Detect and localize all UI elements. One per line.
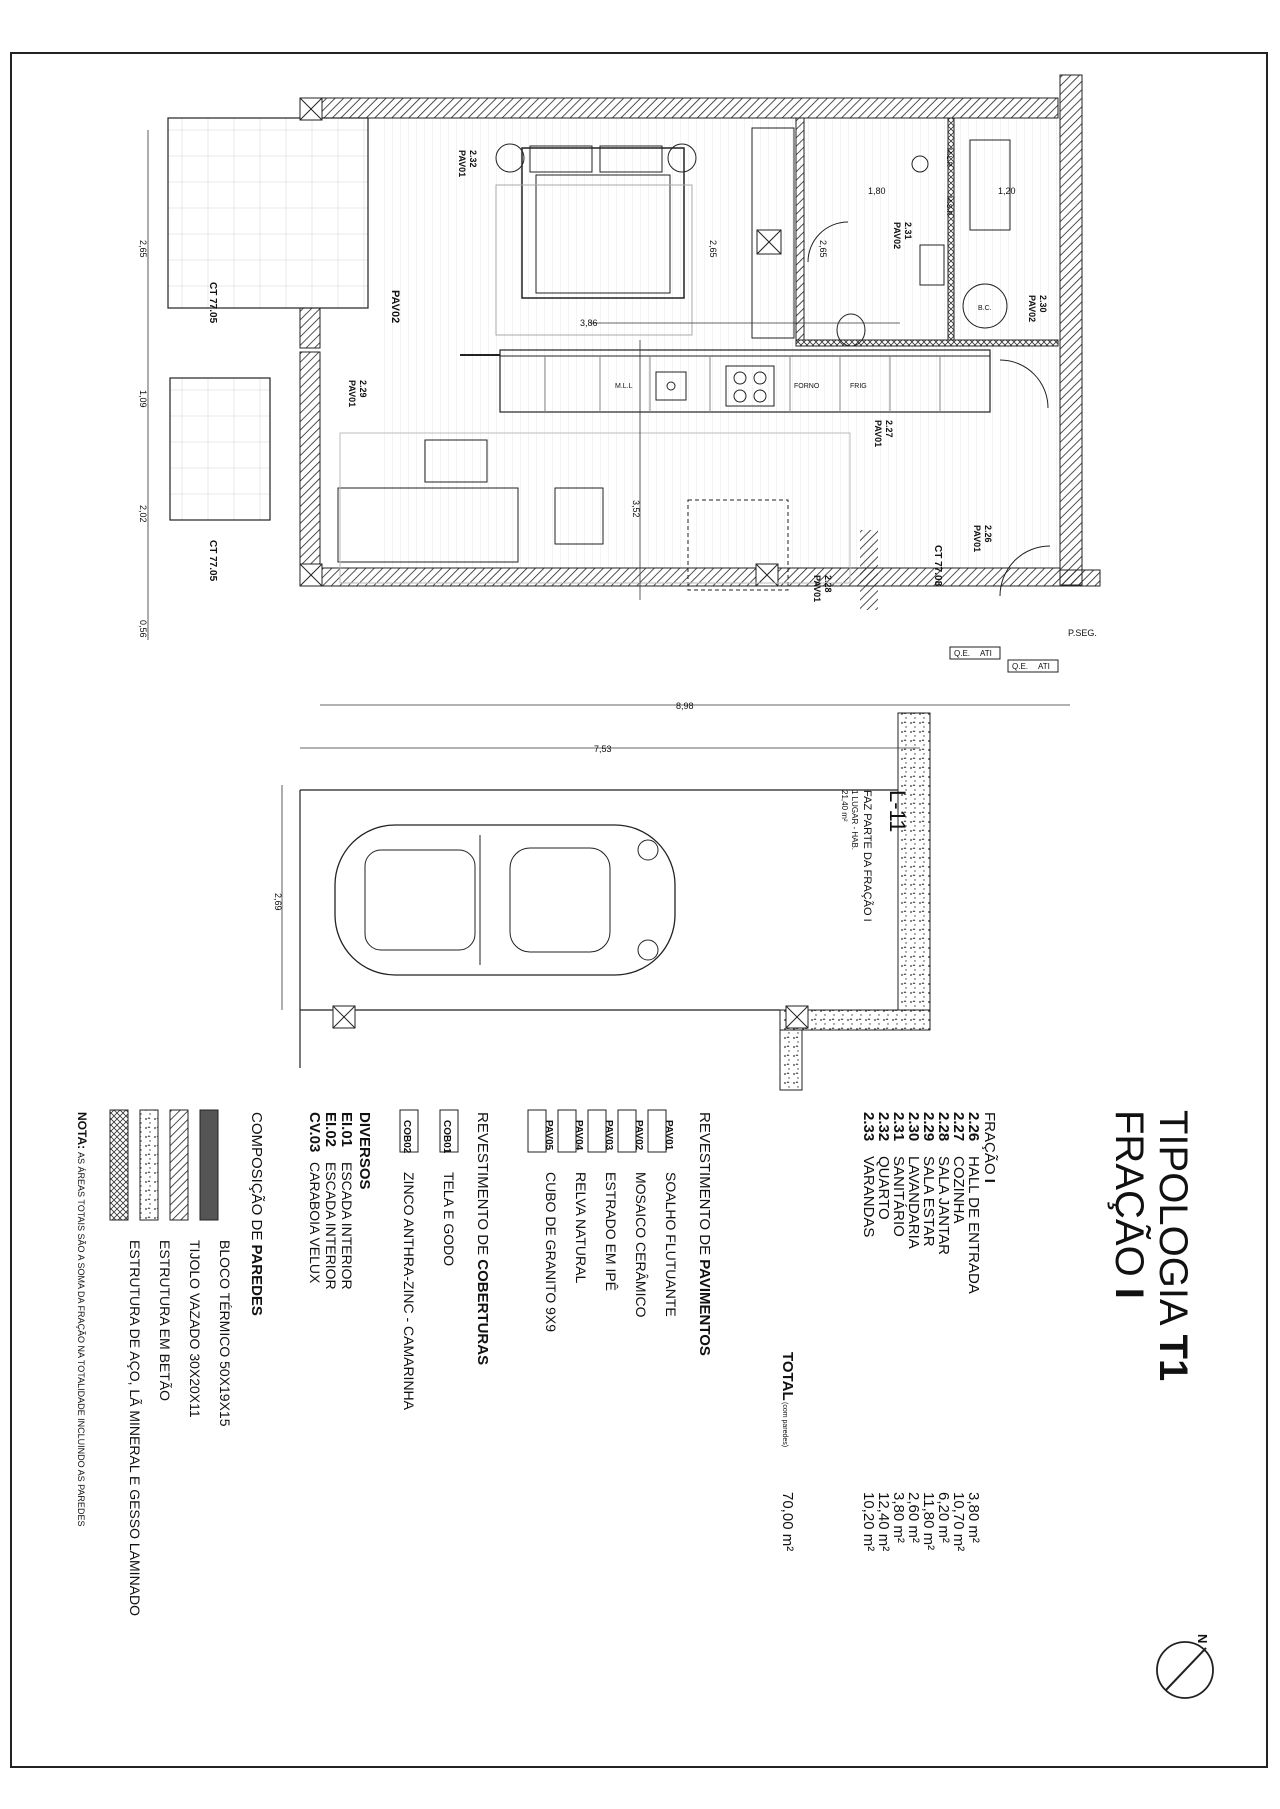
title-line2-bold: I (1107, 1287, 1151, 1299)
cob-heading-bold: COBERTURAS (474, 1259, 491, 1366)
cob-name: TELA E GODO (441, 1172, 457, 1267)
cob-code: COB01 (441, 1120, 452, 1154)
room-name: LAVANDARIA (905, 1156, 922, 1249)
room-area: 2,60 m² (905, 1492, 922, 1543)
wall-left (300, 352, 320, 567)
pav-code: PAV05 (543, 1120, 554, 1151)
cob-name: ZINCO ANTHRA-ZINC - CAMARINHA (401, 1172, 417, 1410)
swatch-tijolo (170, 1110, 188, 1220)
svg-text:FRAÇÃO I (981, 1112, 998, 1183)
diversos-heading: DIVERSOS (356, 1112, 373, 1190)
swatch-bloco-termico (200, 1110, 218, 1220)
floor-plan (168, 75, 1100, 610)
shoe-rack (860, 530, 878, 610)
dim-label: 2,65 (708, 240, 718, 258)
pavimentos-legend (543, 1112, 713, 1356)
room-name: HALL DE ENTRADA (965, 1156, 982, 1294)
title-line1-bold: T1 (1151, 1334, 1195, 1382)
room-code: 2.33 (860, 1112, 877, 1142)
fraction-label-prefix: FRAÇÃO (981, 1112, 998, 1179)
parking-space (300, 713, 930, 1090)
title-line2-prefix: FRAÇÃO (1107, 1110, 1151, 1288)
room-area: 3,80 m² (965, 1492, 982, 1543)
parking-line3: 21,40 m² (840, 790, 849, 822)
room-tag-code: 2.27 (884, 420, 894, 438)
room-tag-code: 2.32 (468, 150, 478, 168)
north-arrow (1157, 1642, 1213, 1698)
parking-wall (898, 713, 930, 1010)
room-area: 12,40 m² (875, 1492, 892, 1552)
dim-label: 1,80 (868, 186, 886, 196)
div-code: EI.01 (338, 1112, 355, 1148)
dim-label: 7,53 (594, 744, 612, 754)
par-name: ESTRUTURA EM BETÃO (157, 1240, 173, 1402)
diversos-legend (306, 1112, 373, 1290)
dim-label: 3,52 (631, 500, 641, 518)
electrical-labels (950, 628, 1097, 672)
par-heading-bold: PAREDES (248, 1244, 265, 1316)
wall-legend-swatches (110, 1110, 218, 1220)
room-tag-pav: PAV01 (812, 575, 822, 603)
title-block (1107, 1110, 1195, 1381)
parking-wall (780, 1030, 802, 1090)
room-tag-pav: PAV01 (873, 420, 883, 448)
pav-heading-prefix: REVESTIMENTO DE (696, 1112, 713, 1260)
room-code: 2.29 (920, 1112, 937, 1142)
swatch-betao (140, 1110, 158, 1220)
wall-right (1060, 75, 1082, 585)
room-code: 2.28 (935, 1112, 952, 1142)
fraction-label-bold: I (981, 1178, 998, 1183)
pav-code: PAV04 (573, 1120, 584, 1151)
balcony-top (168, 118, 368, 308)
room-tag-pav: PAV01 (457, 150, 467, 178)
parking-code: L-11 (885, 790, 910, 833)
dim-label: 3,86 (580, 318, 598, 328)
room-tag-pav: PAV02 (1027, 295, 1037, 323)
room-name: VARANDAS (860, 1156, 877, 1238)
ct-level: CT 77.05 (207, 282, 218, 324)
room-name: SALA ESTAR (920, 1156, 937, 1247)
room-code: 2.30 (905, 1112, 922, 1142)
pav-name: CUBO DE GRANITO 9X9 (543, 1172, 559, 1333)
room-name: COZINHA (950, 1156, 967, 1224)
coberturas-legend (401, 1112, 491, 1411)
room-area: 10,70 m² (950, 1492, 967, 1552)
appliance-label: M.L.L (615, 383, 633, 390)
dim-label: 2,02 (138, 505, 148, 523)
appliance-label: FRIG (850, 383, 867, 390)
pav-name: MOSAICO CERÂMICO (633, 1172, 649, 1318)
wall-left-upper (300, 308, 320, 348)
room-tag-code: 2.31 (903, 222, 913, 240)
svg-text:REVESTIMENTO DE PAVIMENTOS (696, 1112, 713, 1356)
dim-label: 0,56 (138, 620, 148, 638)
room-name: QUARTO (875, 1156, 892, 1220)
dim-label: 1,09 (138, 390, 148, 408)
room-name: SANITÁRIO (890, 1156, 907, 1237)
div-code: CV.03 (306, 1112, 323, 1153)
dim-label: 2,65 (138, 240, 148, 258)
svg-text:REVESTIMENTO DE COBERTURAS (474, 1112, 491, 1365)
cob-code: COB02 (401, 1120, 412, 1154)
pav-name: RELVA NATURAL (573, 1172, 589, 1284)
par-name: TIJOLO VAZADO 30X20X11 (187, 1240, 203, 1418)
ct-level: CT 77.05 (207, 540, 218, 582)
code-boxes (400, 1110, 666, 1152)
wall-bottom-right (1060, 570, 1100, 586)
parking-line1: FAZ PARTE DA FRAÇÃO I (861, 790, 873, 922)
pav-name: ESTRADO EM IPÊ (603, 1172, 619, 1292)
qe-label: Q.E. (954, 649, 971, 658)
pav-heading-bold: PAVIMENTOS (696, 1259, 713, 1356)
dim-label: 2,69 (273, 893, 283, 911)
div-code: EI.02 (322, 1112, 339, 1148)
dim-label: 2,65 (818, 240, 828, 258)
pav-name: SOALHO FLUTUANTE (663, 1172, 679, 1317)
svg-text:TIPOLOGIA T1 (1151, 1110, 1195, 1381)
partition-wall (796, 118, 804, 340)
div-name: CARABOIA VELUX (307, 1162, 323, 1284)
total-note: (com paredes) (781, 1402, 788, 1448)
room-code: 2.26 (965, 1112, 982, 1142)
par-heading-prefix: COMPOSIÇÃO DE (248, 1112, 265, 1245)
parking-line2: 1 LUGAR - HAB. (850, 790, 859, 851)
note-text: AS ÁREAS TOTAIS SÃO A SOMA DA FRAÇÃO NA TOTALIDADE INCLUINDO AS PAREDES (76, 1152, 86, 1527)
room-tag-code: 2.30 (1038, 295, 1048, 313)
pav-code: PAV02 (633, 1120, 644, 1151)
note-label: NOTA: (75, 1112, 89, 1150)
room-tag-pav: PAV02 (892, 222, 902, 250)
ati-label: ATI (1038, 662, 1050, 671)
appliance-label: M.L.R (945, 148, 952, 167)
dim-label: 1,20 (998, 186, 1016, 196)
room-tag-code: 2.29 (358, 380, 368, 398)
ati-label: ATI (980, 649, 992, 658)
room-tag-code: 2.26 (983, 525, 993, 543)
partition-wall (796, 340, 1058, 346)
div-name: ESCADA INTERIOR (323, 1162, 339, 1290)
room-area: 3,80 m² (890, 1492, 907, 1543)
title-line1-prefix: TIPOLOGIA (1151, 1110, 1195, 1335)
svg-text:FRAÇÃO I (1107, 1110, 1152, 1299)
total-label: TOTAL (779, 1352, 796, 1401)
div-name: ESCADA INTERIOR (339, 1162, 355, 1290)
appliance-label: B.C. (978, 305, 992, 312)
total-area: 70,00 m² (779, 1492, 796, 1552)
par-name: BLOCO TÉRMICO 50X19X15 (217, 1240, 233, 1427)
pav-code: PAV03 (603, 1120, 614, 1151)
room-tag-pav: PAV01 (972, 525, 982, 553)
wall-top (300, 98, 1058, 118)
cob-heading-prefix: REVESTIMENTO DE (474, 1112, 491, 1260)
qe-label: Q.E. (1012, 662, 1029, 671)
dim-label: 8,98 (676, 701, 694, 711)
swatch-aco (110, 1110, 128, 1220)
room-area: 11,80 m² (920, 1492, 937, 1551)
room-code: 2.27 (950, 1112, 967, 1142)
pav-code: PAV01 (663, 1120, 674, 1151)
appliance-label: FORNO (794, 383, 820, 390)
room-name: SALA JANTAR (935, 1156, 952, 1255)
room-code: 2.32 (875, 1112, 892, 1142)
pseg-label: P.SEG. (1068, 628, 1097, 638)
room-area: 10,20 m² (860, 1492, 877, 1552)
ct-level: CT 77.08 (932, 545, 943, 587)
room-code: 2.31 (890, 1112, 907, 1142)
areas-table (779, 1112, 998, 1551)
room-tag-pav: PAV01 (347, 380, 357, 408)
north-label: N (1195, 1634, 1210, 1644)
room-area: 6,20 m² (935, 1492, 952, 1543)
room-tag-code: 2.28 (823, 575, 833, 593)
svg-text:COMPOSIÇÃO DE PAREDES (248, 1112, 265, 1316)
car-icon (335, 825, 675, 975)
appliance-label: M.S.R (945, 196, 952, 216)
note (75, 1112, 89, 1526)
par-name: ESTRUTURA DE AÇO, LÃ MINERAL E GESSO LAMINADO (127, 1240, 143, 1617)
balcony-pav: PAV02 (389, 290, 401, 324)
balcony-bottom (170, 378, 270, 520)
